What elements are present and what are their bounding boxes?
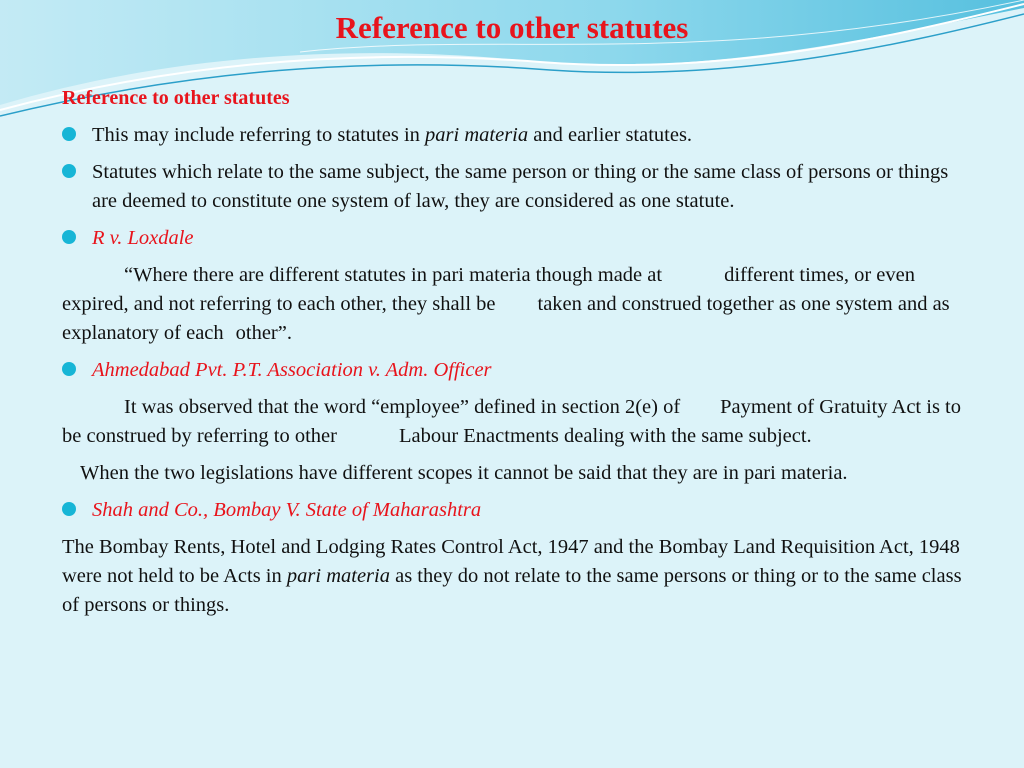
bullet-item xyxy=(62,121,962,150)
slide-content xyxy=(62,84,962,628)
bullet-dot-icon xyxy=(62,164,76,178)
case-name: R v. Loxdale xyxy=(92,227,194,249)
bullet-item-case xyxy=(62,224,962,253)
quote-text: taken and construed together as one system and as explanatory of each xyxy=(62,293,950,344)
quote-text: “Where there are different statutes in pari materia though made at xyxy=(124,264,663,286)
paragraph-text: as they do not relate to the same persons or thing or to the same class of persons or things. xyxy=(62,565,962,616)
quote-text: different times, or even expired, and not referring to each other, they shall be xyxy=(62,264,915,315)
bullet-item-case xyxy=(62,356,962,385)
conclusion-paragraph xyxy=(62,533,962,620)
slide-title: Reference to other statutes xyxy=(335,10,689,45)
bullet-dot-icon xyxy=(62,127,76,141)
bullet-item xyxy=(62,158,962,216)
scope-paragraph: When the two legislations have different scopes it cannot be said that they are in pari materia. xyxy=(80,462,848,484)
subheading: Reference to other statutes xyxy=(62,87,290,109)
bullet-item-case xyxy=(62,496,962,525)
bullet-text: Statutes which relate to the same subject, the same person or thing or the same class of persons or things are deemed to constitute one system of law, they are considered as one statute. xyxy=(92,161,949,212)
bullet-dot-icon xyxy=(62,502,76,516)
bullet-text: and earlier statutes. xyxy=(528,124,693,146)
quote-text: Labour Enactments dealing with the same subject. xyxy=(398,425,812,447)
quote-text: Payment of Gratuity Act is to be construed by referring to other xyxy=(62,396,962,447)
quote-text: other”. xyxy=(235,322,292,344)
paragraph-text: The Bombay Rents, Hotel and Lodging Rates Control Act, 1947 and the Bombay Land Requisition Act, 1948 were not held to be Acts in xyxy=(62,536,960,587)
case-name: Shah and Co., Bombay V. State of Maharashtra xyxy=(92,499,482,521)
italic-term: pari materia xyxy=(286,565,390,587)
quote-paragraph xyxy=(62,393,962,451)
quote-text: It was observed that the word “employee” defined in section 2(e) of xyxy=(124,396,681,418)
bullet-dot-icon xyxy=(62,362,76,376)
bullet-text: This may include referring to statutes in xyxy=(92,124,426,146)
case-name: Ahmedabad Pvt. P.T. Association v. Adm. Officer xyxy=(92,359,492,381)
quote-paragraph xyxy=(62,261,962,348)
italic-term: pari materia xyxy=(425,124,529,146)
bullet-dot-icon xyxy=(62,230,76,244)
